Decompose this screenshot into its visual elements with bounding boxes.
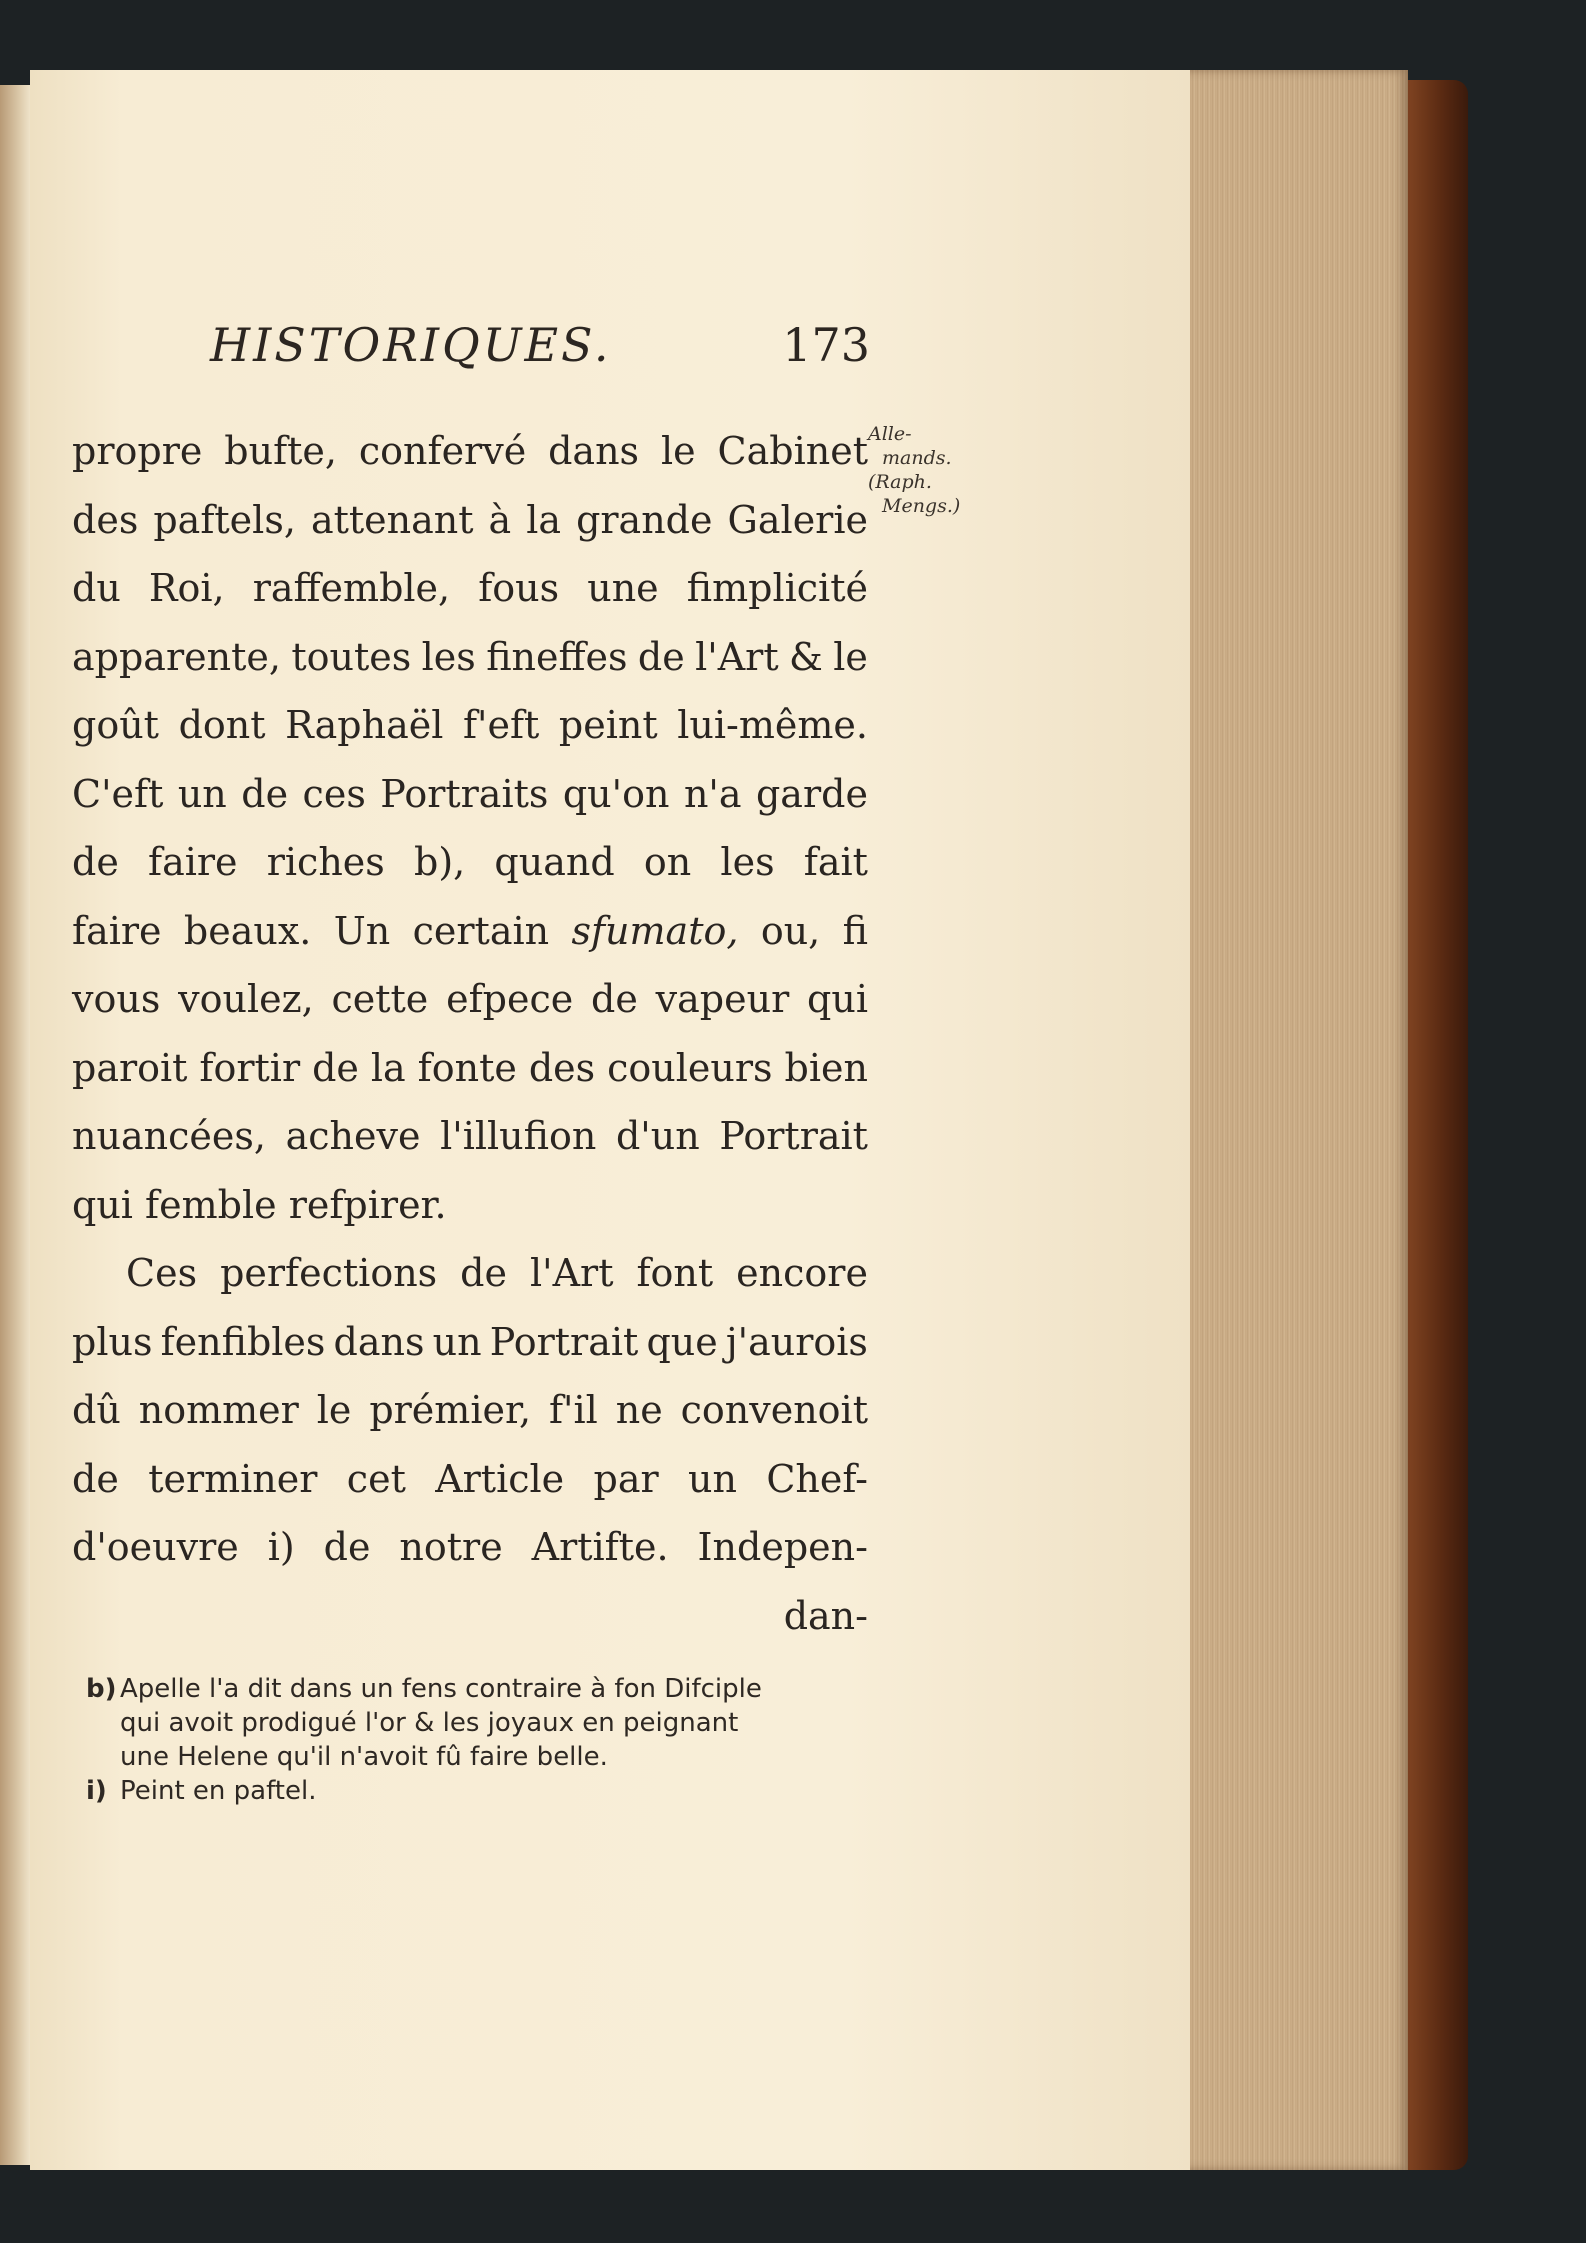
text-line: des paftels, attenant à la grande Galerie xyxy=(72,497,868,542)
text-line: faire beaux. Un certain sfumato, ou, fi xyxy=(72,908,868,953)
text-line: plus fenfibles dans un Portrait que j'aurois xyxy=(72,1319,868,1364)
catchword: dan- xyxy=(783,1593,868,1638)
running-head xyxy=(210,318,870,388)
text-line: Ces perfections de l'Art font encore xyxy=(126,1251,868,1295)
left-page-edge xyxy=(0,85,30,2165)
text-line: paroit fortir de la fonte des couleurs bien xyxy=(72,1045,868,1090)
footnote-ref-i: i) xyxy=(267,1525,295,1569)
text-line: de terminer cet Article par un Chef- xyxy=(72,1456,868,1501)
text-line: qui femble refpirer. xyxy=(72,1182,447,1227)
running-title: HISTORIQUES. xyxy=(210,318,612,372)
footnote-i: i) Peint en paftel. xyxy=(86,1776,317,1806)
text-line: goût dont Raphaël f'eft peint lui-même. xyxy=(72,703,868,747)
footnotes xyxy=(86,1672,886,1808)
page-block-edges xyxy=(1176,70,1408,2170)
text-line: du Roi, raffemble, fous une fimplicité xyxy=(72,566,868,610)
text-line: dû nommer le prémier, f'il ne convenoit xyxy=(72,1388,868,1432)
footnote-ref-b: b), xyxy=(414,840,466,884)
margin-note: Alle- mands. (Raph. Mengs.) xyxy=(868,423,961,517)
text-line: nuancées, acheve l'illufion d'un Portrait xyxy=(72,1114,868,1158)
footnote-b: b) Apelle l'a dit dans un fens contraire à fon Difciple qui avoit prodigué l'or & les joyaux en peignant une Helene qu'il n'avoit fû faire belle. xyxy=(86,1674,762,1772)
text-line: de faire riches b), quand on les fait xyxy=(72,828,868,897)
text-line: vous voulez, cette efpece de vapeur qui xyxy=(72,977,868,1021)
text-line: d'oeuvre i) de notre Artifte. Indepen- xyxy=(72,1513,868,1582)
text-line: propre bufte, confervé dans le Cabinet xyxy=(72,429,868,473)
text-line: C'eft un de ces Portraits qu'on n'a garde xyxy=(72,771,868,816)
text-line: apparente, toutes les fineffes de l'Art & le xyxy=(72,634,868,679)
page-number: 173 xyxy=(782,318,870,372)
body-text xyxy=(72,417,868,1650)
